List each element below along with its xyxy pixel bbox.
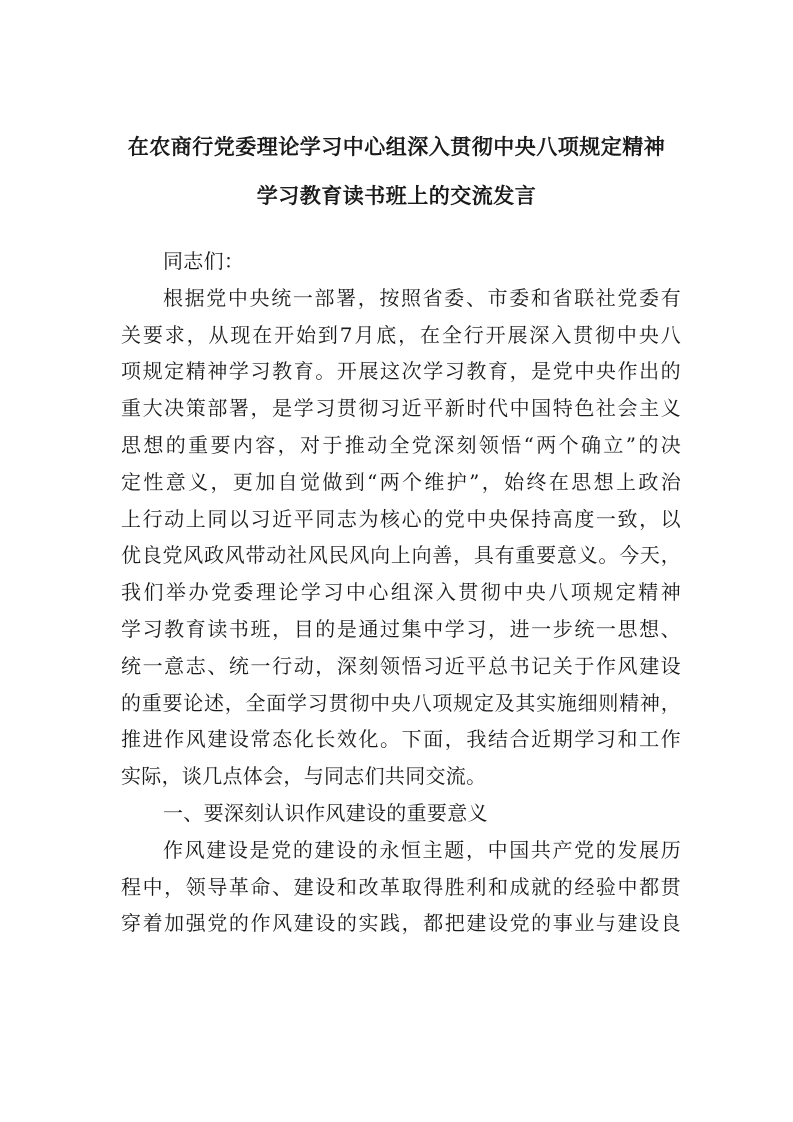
paragraph-line: 的重要论述，全面学习贯彻中央八项规定及其实施细则精神， xyxy=(121,690,681,715)
paragraph-line: 思想的重要内容，对于推动全党深刻领悟“两个确立”的决 xyxy=(121,432,681,457)
paragraph-line: 关要求，从现在开始到7月底，在全行开展深入贯彻中央八 xyxy=(121,322,681,347)
paragraph-line: 推进作风建设常态化长效化。下面，我结合近期学习和工作 xyxy=(121,727,681,752)
paragraph-line: 定性意义，更加自觉做到“两个维护”，始终在思想上政治 xyxy=(121,469,681,494)
paragraph-line: 根据党中央统一部署，按照省委、市委和省联社党委有 xyxy=(163,285,681,310)
section-heading: 一、要深刻认识作风建设的重要意义 xyxy=(163,800,488,825)
paragraph-line: 学习教育读书班，目的是通过集中学习，进一步统一思想、 xyxy=(121,616,681,641)
document-title-line-2: 学习教育读书班上的交流发言 xyxy=(256,183,537,208)
paragraph-line: 作风建设是党的建设的永恒主题，中国共产党的发展历 xyxy=(163,837,681,862)
paragraph-line: 程中，领导革命、建设和改革取得胜利和成就的经验中都贯 xyxy=(121,874,681,899)
salutation: 同志们： xyxy=(163,249,245,273)
paragraph-line: 优良党风政风带动社风民风向上向善，具有重要意义。今天， xyxy=(121,543,681,568)
paragraph-line: 上行动上同以习近平同志为核心的党中央保持高度一致，以 xyxy=(121,506,681,531)
paragraph-line: 项规定精神学习教育。开展这次学习教育，是党中央作出的 xyxy=(121,359,681,384)
paragraph-line: 实际，谈几点体会，与同志们共同交流。 xyxy=(121,764,487,789)
paragraph-line: 我们举办党委理论学习中心组深入贯彻中央八项规定精神 xyxy=(121,580,681,605)
paragraph-line: 重大决策部署，是学习贯彻习近平新时代中国特色社会主义 xyxy=(121,396,681,421)
paragraph-line: 统一意志、统一行动，深刻领悟习近平总书记关于作风建设 xyxy=(121,653,681,678)
document-body xyxy=(121,243,681,942)
document-title-line-1: 在农商行党委理论学习中心组深入贯彻中央八项规定精神 xyxy=(127,134,666,159)
paragraph-line: 穿着加强党的作风建设的实践，都把建设党的事业与建设良 xyxy=(121,911,681,936)
